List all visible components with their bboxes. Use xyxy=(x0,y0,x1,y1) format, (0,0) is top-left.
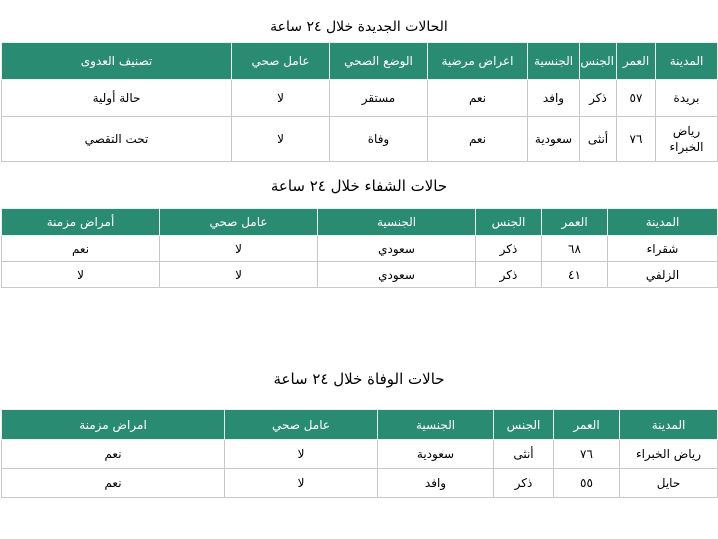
column-header-symptoms: اعراض مرضية xyxy=(428,43,528,80)
table-cell: حايل xyxy=(620,469,718,498)
table-cell: نعم xyxy=(428,117,528,162)
table-cell: ذكر xyxy=(494,469,554,498)
column-header-health-worker: عامل صحي xyxy=(225,410,378,440)
table-cell: لا xyxy=(232,117,330,162)
column-header-age: العمر xyxy=(617,43,656,80)
table-cell: سعودي xyxy=(318,262,476,288)
table-cell: شقراء xyxy=(608,236,718,262)
column-header-city: المدينة xyxy=(608,209,718,236)
column-header-health-status: الوضع الصحي xyxy=(330,43,428,80)
table-row xyxy=(2,117,718,162)
table-header-row xyxy=(2,410,718,440)
table-cell: رياض الخبراء xyxy=(656,117,718,162)
table-cell: وفاة xyxy=(330,117,428,162)
table-row xyxy=(2,262,718,288)
table-header-row xyxy=(2,43,718,80)
table-row xyxy=(2,236,718,262)
table-header-row xyxy=(2,209,718,236)
column-header-chronic-diseases: أمراض مزمنة xyxy=(2,209,160,236)
table-cell: ذكر xyxy=(476,262,542,288)
table-cell: وافد xyxy=(528,80,580,117)
column-header-nationality: الجنسية xyxy=(318,209,476,236)
table-cell: لا xyxy=(160,262,318,288)
column-header-age: العمر xyxy=(542,209,608,236)
table-cell: أنثى xyxy=(494,440,554,469)
new-cases-title: الحالات الجديدة خلال ٢٤ ساعة xyxy=(270,19,448,35)
table-cell: ٧٦ xyxy=(617,117,656,162)
table-cell: سعودي xyxy=(318,236,476,262)
column-header-chronic-diseases: امراض مزمنة xyxy=(2,410,225,440)
deaths-title: حالات الوفاة خلال ٢٤ ساعة xyxy=(273,370,445,388)
table-cell: ٤١ xyxy=(542,262,608,288)
table-cell: مستقر xyxy=(330,80,428,117)
table-cell: نعم xyxy=(2,469,225,498)
column-header-infection-class: تصنيف العدوى xyxy=(2,43,232,80)
column-header-gender: الجنس xyxy=(476,209,542,236)
table-cell: لا xyxy=(225,469,378,498)
column-header-nationality: الجنسية xyxy=(528,43,580,80)
table-cell: الزلفي xyxy=(608,262,718,288)
table-cell: تحت التقصي xyxy=(2,117,232,162)
table-row xyxy=(2,80,718,117)
table-cell: وافد xyxy=(378,469,494,498)
table-cell: ٧٦ xyxy=(554,440,620,469)
table-cell: نعم xyxy=(428,80,528,117)
table-cell: لا xyxy=(232,80,330,117)
recoveries-table xyxy=(1,208,718,288)
table-cell: ذكر xyxy=(476,236,542,262)
table-cell: ذكر xyxy=(580,80,617,117)
recoveries-title: حالات الشفاء خلال ٢٤ ساعة xyxy=(270,177,448,195)
table-cell: لا xyxy=(160,236,318,262)
table-cell: أنثى xyxy=(580,117,617,162)
new-cases-table xyxy=(1,42,718,162)
column-header-gender: الجنس xyxy=(580,43,617,80)
column-header-age: العمر xyxy=(554,410,620,440)
table-row xyxy=(2,440,718,469)
table-cell: لا xyxy=(2,262,160,288)
table-cell: نعم xyxy=(2,236,160,262)
table-cell: سعودية xyxy=(528,117,580,162)
table-cell: نعم xyxy=(2,440,225,469)
column-header-health-worker: عامل صحي xyxy=(160,209,318,236)
table-cell: ٦٨ xyxy=(542,236,608,262)
column-header-city: المدينة xyxy=(656,43,718,80)
table-cell: سعودية xyxy=(378,440,494,469)
column-header-health-worker: عامل صحي xyxy=(232,43,330,80)
table-cell: لا xyxy=(225,440,378,469)
column-header-gender: الجنس xyxy=(494,410,554,440)
table-cell: حالة أولية xyxy=(2,80,232,117)
column-header-nationality: الجنسية xyxy=(378,410,494,440)
deaths-table xyxy=(1,409,718,498)
table-cell: رياض الخبراء xyxy=(620,440,718,469)
table-row xyxy=(2,469,718,498)
table-cell: ٥٧ xyxy=(617,80,656,117)
table-cell: ٥٥ xyxy=(554,469,620,498)
table-cell: بريدة xyxy=(656,80,718,117)
column-header-city: المدينة xyxy=(620,410,718,440)
